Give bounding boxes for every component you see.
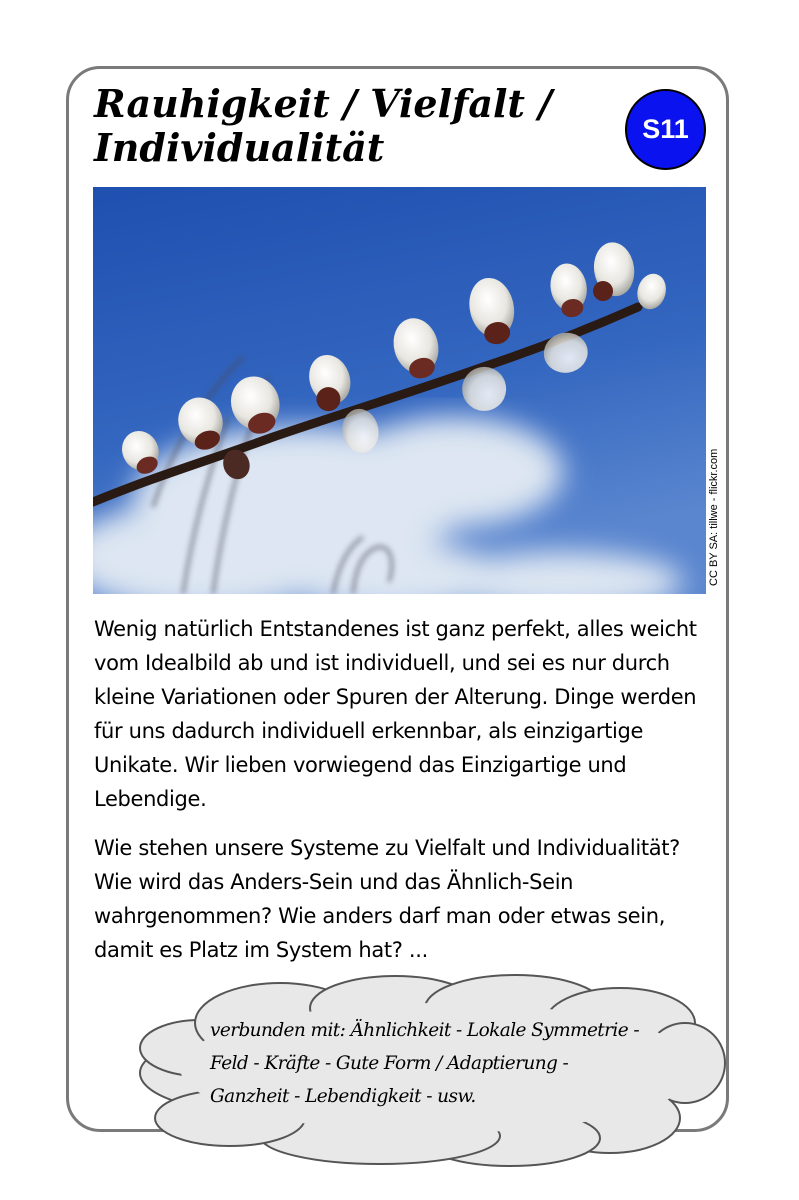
related-line: verbunden mit: Ähnlichkeit - Lokale Symmetrie - [210,1020,639,1041]
photo-credit: CC BY SA: tillwe - flickr.com [708,448,720,586]
body-paragraph: Wie stehen unsere Systeme zu Vielfalt und Individualität? Wie wird das Anders-Sein und das Ähnlich-Sein wahrgenommen? Wie anders darf man oder etwas sein, damit es Platz im System hat? ... [94,836,680,962]
card-title [94,82,614,170]
card-title-line-1: Rauhigkeit / Vielfalt / [94,81,553,126]
card-title-line-2: Individualität [94,125,385,170]
card-body-text [94,612,709,967]
willow-catkin-photo [93,187,706,594]
related-line: Feld - Kräfte - Gute Form / Adaptierung - [210,1053,569,1074]
related-line: Ganzheit - Lebendigkeit - usw. [210,1086,476,1107]
related-patterns [210,1014,690,1113]
card-id-badge: S11 [625,89,706,170]
body-paragraph: Wenig natürlich Entstandenes ist ganz perfekt, alles weicht vom Idealbild ab und ist individuell, und sei es nur durch kleine Variationen oder Spuren der Alterung. Dinge werden für uns dadurch individuell erkennbar, als einzigartige Unikate. Wir lieben vorwiegend das Einzigartige und Lebendige. [94,617,697,811]
